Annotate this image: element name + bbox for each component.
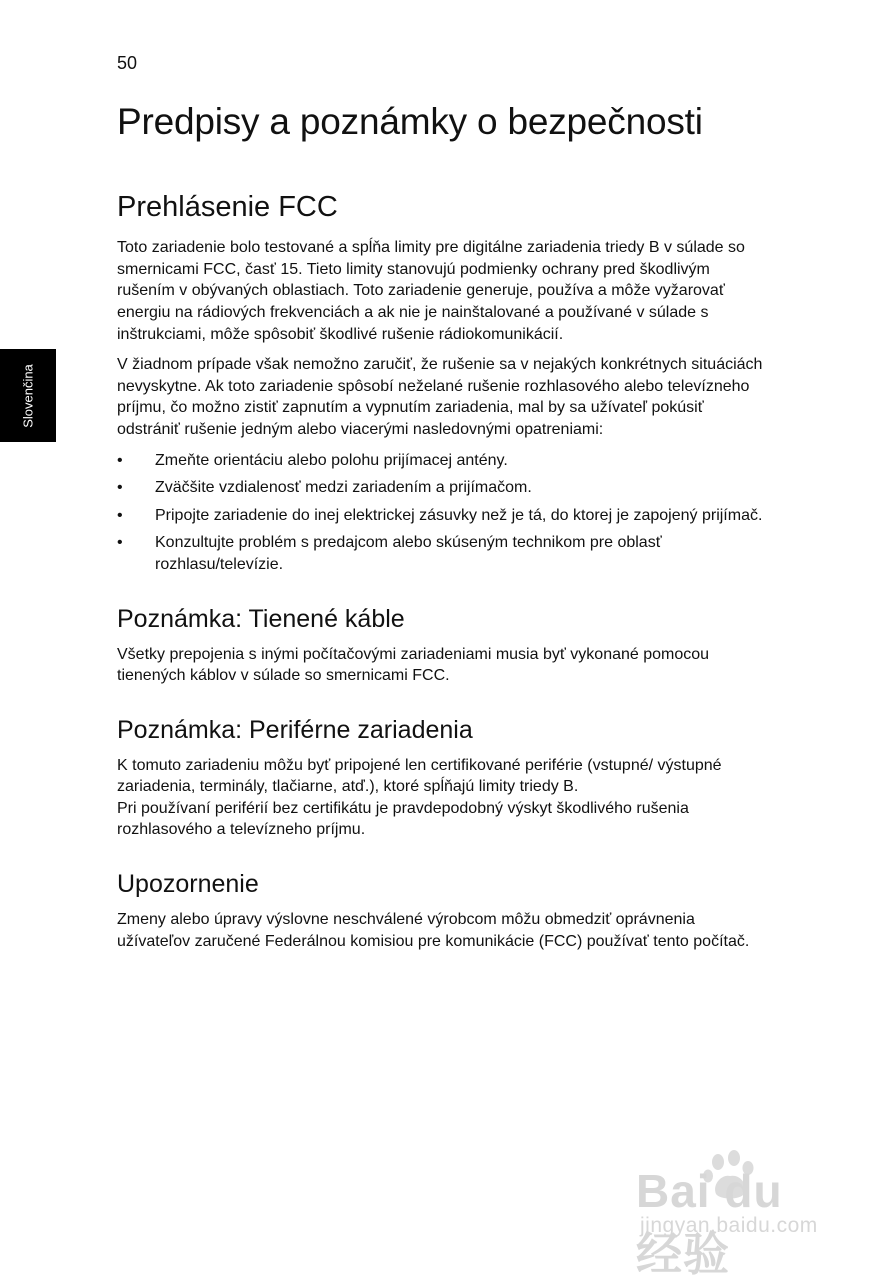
side-tab-label: Slovenčina (20, 363, 36, 428)
list-item-text: Pripojte zariadenie do inej elektrickej zásuvky než je tá, do ktorej je zapojený prijímač. (155, 506, 763, 524)
fcc-paragraph-2: V žiadnom prípade však nemožno zaručiť, že rušenie sa v nejakých konkrétnych situáciách nevyskytne. Ak toto zariadenie spôsobí neželané rušenie rozhlasového alebo televízneho príjmu, čo možno zistiť zapnutím a vypnutím zariadenia, mal by sa užívateľ pokúsiť odstrániť rušenie jedným alebo viacerými nasledovnými opatreniami: (117, 356, 763, 438)
page-number: 50 (117, 53, 138, 73)
peripherals-paragraph (117, 755, 767, 841)
peripherals-heading: Poznámka: Periférne zariadenia (117, 715, 473, 744)
shielded-cables-paragraph: Všetky prepojenia s inými počítačovými zariadeniami musia byť vykonané pomocou tienených káblov v súlade so smernicami FCC. (117, 645, 710, 685)
list-item (117, 532, 767, 575)
page-title: Predpisy a poznámky o bezpečnosti (117, 101, 703, 142)
language-side-tab (0, 349, 56, 442)
list-item-text: Konzultujte problém s predajcom alebo skúseným technikom pre oblasť rozhlasu/televízie. (155, 534, 662, 573)
fcc-measures-list (117, 450, 767, 576)
bullet-icon: • (117, 479, 123, 497)
list-item (117, 450, 767, 472)
fcc-heading: Prehlásenie FCC (117, 191, 338, 224)
watermark-url: jingyan.baidu.com (640, 1214, 818, 1237)
baidu-watermark (636, 1150, 842, 1280)
bullet-icon: • (117, 506, 123, 524)
list-item-text: Zmeňte orientáciu alebo polohu prijímacej antény. (155, 451, 508, 469)
list-item (117, 505, 767, 527)
list-item-text: Zväčšite vzdialenosť medzi zariadením a prijímačom. (155, 479, 532, 497)
warning-heading: Upozornenie (117, 870, 259, 899)
bullet-icon: • (117, 451, 123, 469)
list-item (117, 477, 767, 499)
shielded-cables-heading: Poznámka: Tienené káble (117, 604, 405, 633)
page-content (117, 100, 767, 961)
watermark-logo-text: Bai du 经验 (636, 1165, 783, 1280)
peripherals-line-1: K tomuto zariadeniu môžu byť pripojené len certifikované periférie (vstupné/ výstupné zariadenia, terminály, tlačiarne, atď.), ktoré spĺňajú limity triedy B. (117, 756, 722, 796)
bullet-icon: • (117, 534, 123, 552)
warning-paragraph: Zmeny alebo úpravy výslovne neschválené výrobcom môžu obmedziť oprávnenia užívateľov zaručené Federálnou komisiou pre komunikácie (FCC) používať tento počítač. (117, 911, 750, 950)
peripherals-line-2: Pri používaní periférií bez certifikátu je pravdepodobný výskyt škodlivého rušenia rozhlasového a televízneho príjmu. (117, 799, 689, 839)
fcc-paragraph-1: Toto zariadenie bolo testované a spĺňa limity pre digitálne zariadenia triedy B v súlade so smernicami FCC, časť 15. Tieto limity stanovujú podmienky ochrany pred škodlivým rušením v obývaných oblastiach. Toto zariadenie generuje, používa a môže vyžarovať energiu na rádiových frekvenciách a ak nie je nainštalované a používané v súlade s inštrukciami, môže spôsobiť škodlivé rušenie rádiokomunikácií. (117, 239, 745, 343)
